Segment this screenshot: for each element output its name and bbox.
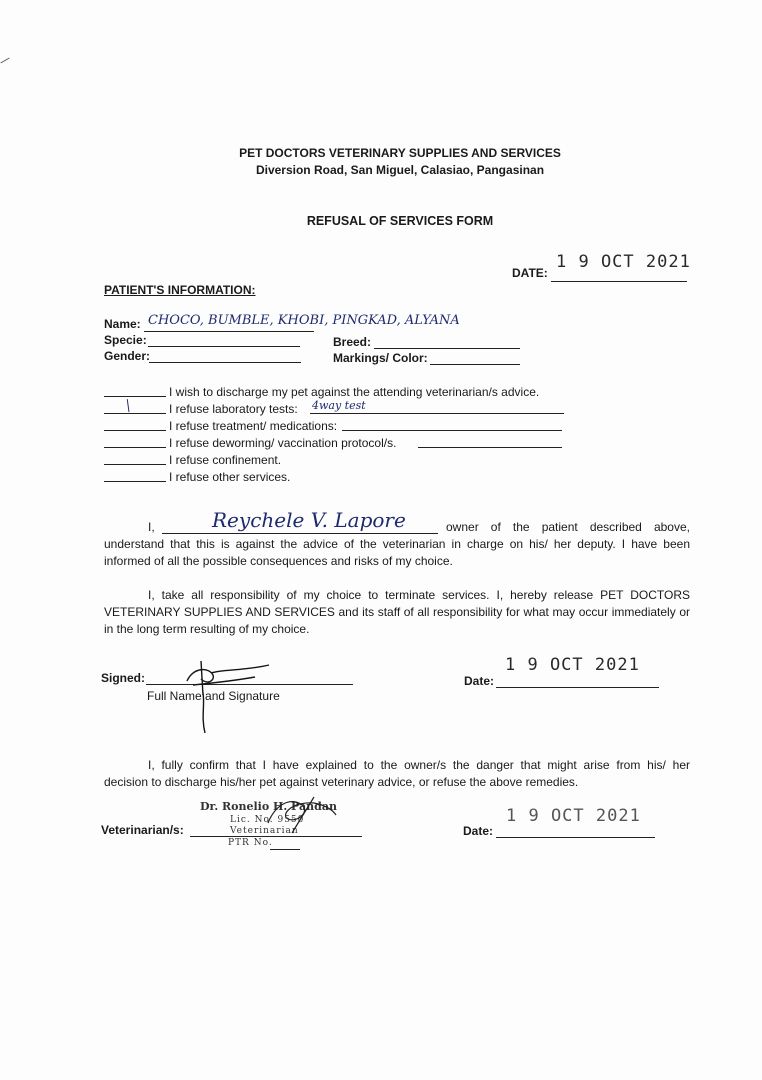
breed-line[interactable] (374, 348, 520, 349)
checklist-item[interactable] (104, 418, 574, 435)
checklist-detail-line[interactable] (418, 447, 562, 448)
signed-date-stamp: 1 9 OCT 2021 (505, 655, 640, 675)
checklist-blank[interactable] (104, 430, 166, 431)
owner-name-line[interactable] (162, 533, 438, 534)
signed-date-line[interactable] (496, 687, 659, 688)
vet-label: Veterinarian/s: (101, 823, 184, 837)
form-title: REFUSAL OF SERVICES FORM (306, 214, 494, 228)
clinic-name: PET DOCTORS VETERINARY SUPPLIES AND SERVICES (239, 146, 561, 160)
checklist-text: I wish to discharge my pet against the attending veterinarian/s advice. (169, 385, 540, 399)
gender-line[interactable] (149, 362, 301, 363)
vet-stamp-role: Veterinarian (230, 826, 299, 836)
vet-date-label: Date: (463, 824, 494, 838)
statement-line3: informed of all the possible consequences and risks of my choice. (104, 554, 453, 568)
specie-line[interactable] (148, 346, 300, 347)
name-handwritten: CHOCO, BUMBLE, KHOBI, PINGKAD, ALYANA (148, 313, 460, 328)
signature-caption: Full Name and Signature (147, 689, 280, 703)
corner-mark (0, 58, 9, 64)
checklist-blank[interactable] (104, 481, 166, 482)
vet-stamp-ptr: PTR No. (228, 838, 273, 848)
statement-prefix: I, (148, 520, 155, 534)
release-line1: I, take all responsibility of my choice to terminate services. I, hereby release PET DOCTORS (148, 588, 690, 602)
statement-line1-suffix: owner of the patient described above, (446, 520, 690, 534)
checklist-text: I refuse treatment/ medications: (169, 419, 338, 433)
checklist-text: I refuse laboratory tests: (169, 402, 298, 416)
vet-stamp-license: Lic. No. 9550 (230, 815, 305, 825)
confirm-line1: I, fully confirm that I have explained to the owner/s the danger that might arise from his/ her (148, 758, 690, 772)
checklist-detail-line[interactable] (342, 430, 562, 431)
checklist-detail-line[interactable] (310, 413, 564, 414)
checklist-blank[interactable] (104, 464, 166, 465)
name-label: Name: (104, 317, 141, 331)
checklist-item[interactable] (104, 452, 574, 469)
gender-label: Gender: (104, 349, 151, 363)
date-top-line[interactable] (551, 281, 687, 282)
release-line2: VETERINARY SUPPLIES AND SERVICES and its staff of all responsibility for what may occur immediately or (104, 605, 690, 619)
checklist-detail: 4way test (312, 399, 366, 412)
confirm-line2: decision to discharge his/her pet against veterinary advice, or refuse the above remedies. (104, 775, 579, 789)
checklist-item[interactable] (104, 435, 574, 452)
signed-label: Signed: (101, 671, 145, 685)
vet-date-stamp: 1 9 OCT 2021 (506, 806, 641, 826)
owner-name-handwritten: Reychele V. Lapore (212, 508, 406, 532)
specie-label: Specie: (104, 333, 147, 347)
vet-date-line[interactable] (496, 837, 655, 838)
checklist-text: I refuse confinement. (169, 453, 282, 467)
signed-date-label: Date: (464, 674, 495, 688)
checklist-mark: / (121, 398, 135, 414)
checklist-text: I refuse deworming/ vaccination protocol/s. (169, 436, 397, 450)
clinic-address: Diversion Road, San Miguel, Calasiao, Pangasinan (255, 163, 545, 177)
vet-signature (262, 793, 342, 838)
checklist-blank[interactable] (104, 447, 166, 448)
breed-label: Breed: (333, 335, 372, 349)
checklist-blank[interactable] (104, 396, 166, 397)
checklist-text: I refuse other services. (169, 470, 291, 484)
statement-line2: understand that this is against the advice of the veterinarian in charge on his/ her deputy. I have been (104, 537, 690, 551)
date-top-label: DATE: (512, 266, 548, 280)
patient-section-title: PATIENT'S INFORMATION: (104, 283, 256, 297)
checklist-blank[interactable] (104, 413, 166, 414)
checklist-item[interactable] (104, 469, 574, 486)
vet-stamp-name: Dr. Ronelio H. Pandan (200, 800, 337, 813)
checklist-item[interactable] (104, 398, 574, 418)
name-line[interactable] (144, 331, 314, 332)
markings-label: Markings/ Color: (333, 351, 428, 365)
markings-line[interactable] (430, 364, 520, 365)
release-line3: in the long term resulting of my choice. (104, 622, 310, 636)
vet-stamp-ptr-line (270, 849, 300, 850)
date-top-stamp: 1 9 OCT 2021 (556, 252, 691, 272)
